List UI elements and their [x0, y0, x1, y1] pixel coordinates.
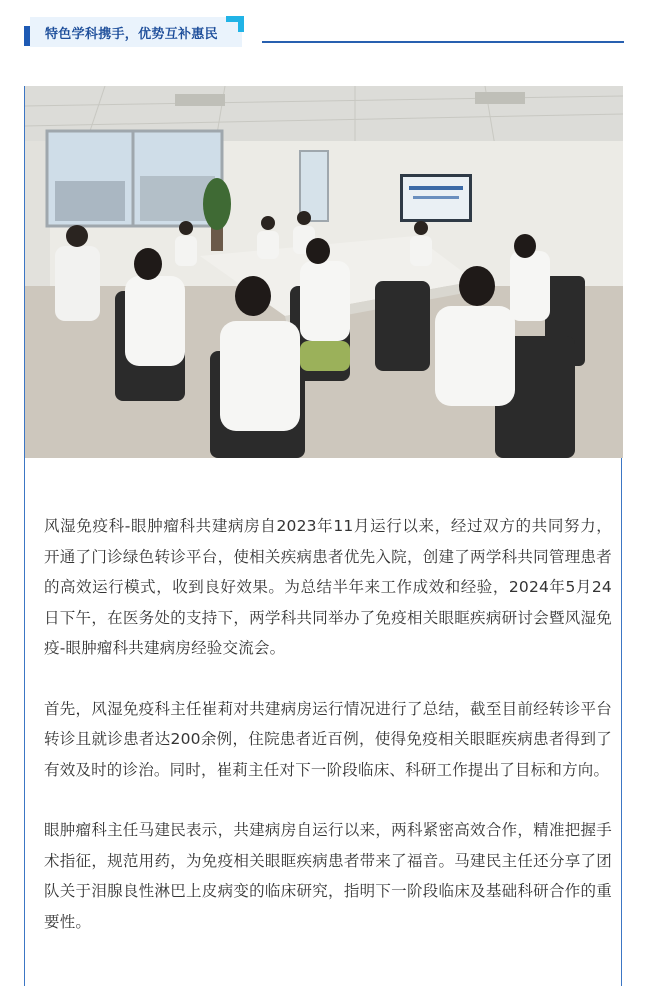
paragraph-1: 风湿免疫科-眼肿瘤科共建病房自2023年11月运行以来，经过双方的共同努力，开通了门诊绿色转诊平台，使相关疾病患者优先入院，创建了两学科共同管理患者的高效运行模式，收到良好效果。为总结半年来工作成效和经验，2024年5月24日下午，在医务处的支持下，两学科共同举办了免疫相关眼眶疾病研讨会暨风湿免疫-眼肿瘤科共建病房经验交流会。	[44, 517, 612, 657]
section-tag-accent-left	[24, 26, 30, 46]
meeting-photo	[25, 86, 623, 458]
section-divider-line	[262, 41, 624, 43]
paragraph-3: 眼肿瘤科主任马建民表示，共建病房自运行以来，两科紧密高效合作，精准把握手术指征，规范用药，为免疫相关眼眶疾病患者带来了福音。马建民主任还分享了团队关于泪腺良性淋巴上皮病变的临床研究，指明下一阶段临床及基础科研合作的重要性。	[44, 821, 612, 931]
paragraph-2: 首先，风湿免疫科主任崔莉对共建病房运行情况进行了总结，截至目前经转诊平台转诊且就诊患者达200余例，住院患者近百例，使得免疫相关眼眶疾病患者得到了有效及时的诊治。同时，崔莉主任对下一阶段临床、科研工作提出了目标和方向。	[44, 699, 612, 779]
article-body	[44, 511, 612, 967]
section-header	[0, 0, 661, 70]
section-tag-accent-corner	[238, 16, 244, 32]
section-title: 特色学科携手，优势互补惠民	[45, 27, 218, 42]
